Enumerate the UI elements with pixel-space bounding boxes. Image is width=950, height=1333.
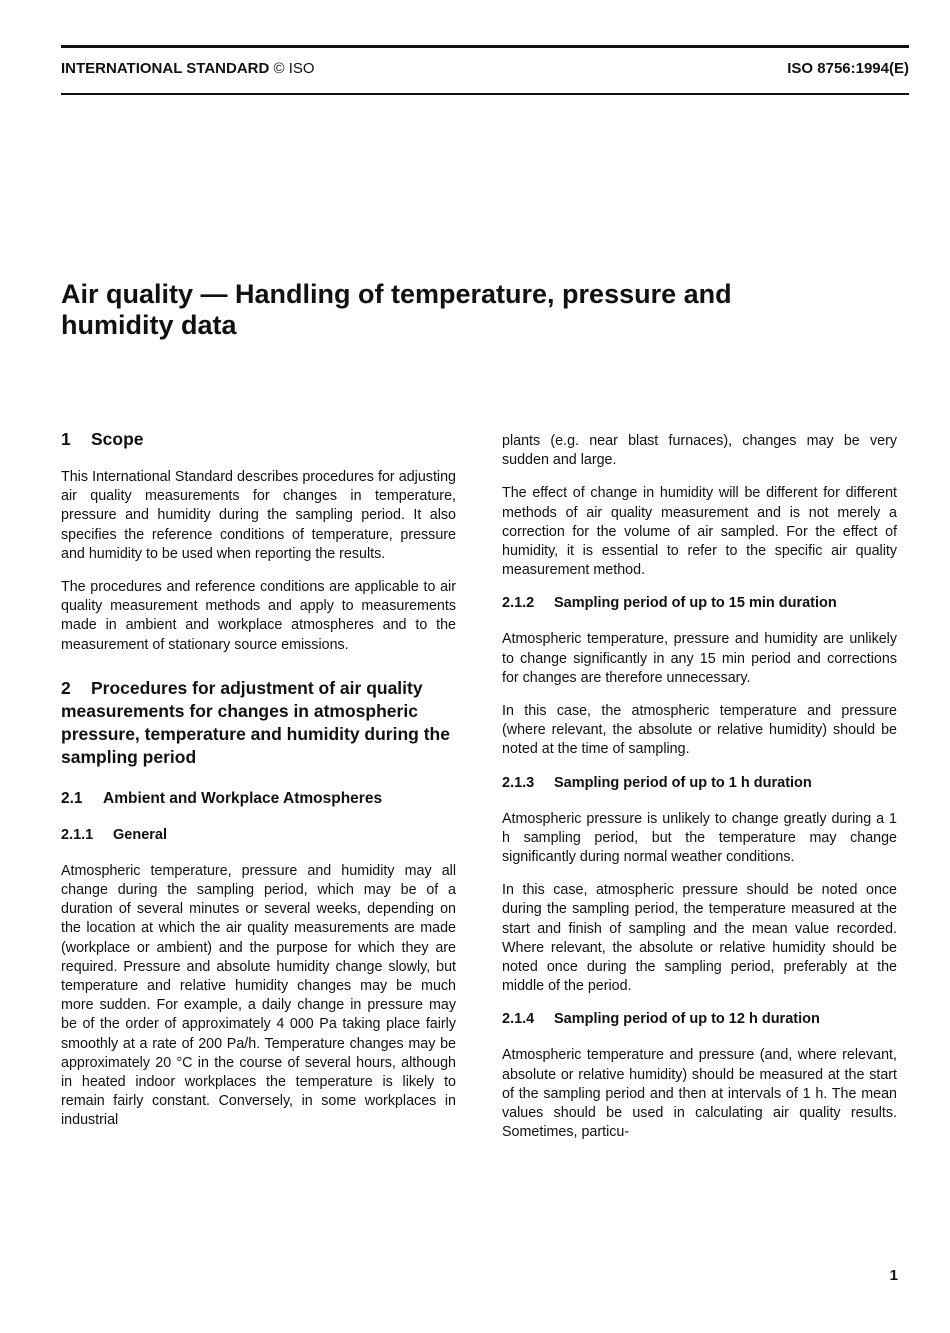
general-paragraph-1-continued: plants (e.g. near blast furnaces), changes may be very sudden and large. [502,433,897,469]
document-title [61,279,881,341]
section-2-1-4-title: Sampling period of up to 12 h duration [554,1011,820,1028]
15min-paragraph-2: In this case, the atmospheric temperature and pressure (where relevant, the absolute or relative humidity) should be noted at the time of sampling. [502,703,897,758]
1h-paragraph-1: Atmospheric pressure is unlikely to change greatly during a 1 h sampling period, but the temperature may change significantly during normal weather conditions. [502,810,897,866]
section-2-1-title: Ambient and Workplace Atmospheres [103,789,383,807]
section-1-number: 1 [61,429,71,449]
title-line-2: humidity data [61,310,237,340]
section-1-heading [61,428,456,450]
section-2-1-1-title: General [113,826,167,843]
section-1-title: Scope [91,429,144,449]
section-2-1-2-number: 2.1.2 [502,595,535,612]
right-column [502,432,897,1142]
section-2-1-1-number: 2.1.1 [61,826,94,843]
section-2-number: 2 [61,677,71,698]
section-2-1-3-title: Sampling period of up to 1 h duration [554,774,812,791]
general-paragraph-2: The effect of change in humidity will be different for different methods of air quality measurement and is not merely a correction for the volume of air sampled. For the effect of humidity, it is essential to refer to the specific air quality measurement method. [502,485,897,579]
section-2-1-2-title: Sampling period of up to 15 min duration [554,595,837,612]
section-2-1-1-heading [61,826,456,845]
section-2-1-3-number: 2.1.3 [502,774,535,791]
left-column [61,428,456,1131]
12h-paragraph-1: Atmospheric temperature and pressure (and, where relevant, absolute or relative humidity) should be measured at the start of the sampling period and then at intervals of 1 h. The mean values should be used in calculating air quality results. Sometimes, particu- [502,1047,897,1141]
section-2-heading [61,677,456,769]
header-underline [61,93,909,95]
header-standard-label [61,60,315,77]
section-2-1-3-heading [502,774,897,793]
section-2-title: Procedures for adjustment of air quality measurements for changes in atmospheric pressure, temperature and humidity during the sampling period [61,677,450,767]
page-number: 1 [889,1267,898,1284]
section-2-1-4-number: 2.1.4 [502,1011,535,1028]
top-rule [61,45,909,48]
1h-paragraph-2: In this case, atmospheric pressure should be noted once during the sampling period, the temperature measured at the start and finish of sampling and the mean value recorded. Where relevant, the absolute or relative humidity should be noted once during the sampling period, preferably at the middle of the period. [502,882,897,995]
scope-paragraph-1: This International Standard describes procedures for adjusting air quality measurements for changes in temperature, pressure and humidity during the sampling period. It also specifies the reference conditions of temperature, pressure and humidity to be used when reporting the results. [61,469,456,562]
title-line-1: Air quality — Handling of temperature, pressure and [61,279,732,309]
running-header [61,60,909,82]
section-2-1-heading [61,789,456,809]
scope-paragraph-2: The procedures and reference conditions are applicable to air quality measurement methods and apply to measurements made in ambient and workplace atmospheres and to the measurement of stationary source emissions. [61,579,456,653]
general-paragraph-1: Atmospheric temperature, pressure and humidity may all change during the sampling period, which may be of a duration of several minutes or several weeks, depending on the location at which the air quality measurements are made (workplace or ambient) and the purpose for which they are required. Pressure and absolute humidity change slowly, but temperature and relative humidity changes may be much more sudden. For example, a daily change in pressure may be of the order of approximately 4 000 Pa taking place fairly smoothly at a rate of 200 Pa/h. Temperature changes may be approximately 20 °C in the course of several hours, although in heated indoor workplaces the temperature is likely to remain fairly constant. Conversely, in some workplaces in industrial [61,862,456,1129]
section-2-1-number: 2.1 [61,789,83,807]
header-standard-type: INTERNATIONAL STANDARD [61,60,270,77]
section-2-1-2-heading [502,594,897,613]
15min-paragraph-1: Atmospheric temperature, pressure and humidity are unlikely to change significantly in any 15 min period and corrections for changes are therefore unnecessary. [502,631,897,686]
section-2-1-4-heading [502,1010,897,1029]
header-iso-mark: © ISO [273,60,315,77]
header-document-number: ISO 8756:1994(E) [787,60,909,77]
